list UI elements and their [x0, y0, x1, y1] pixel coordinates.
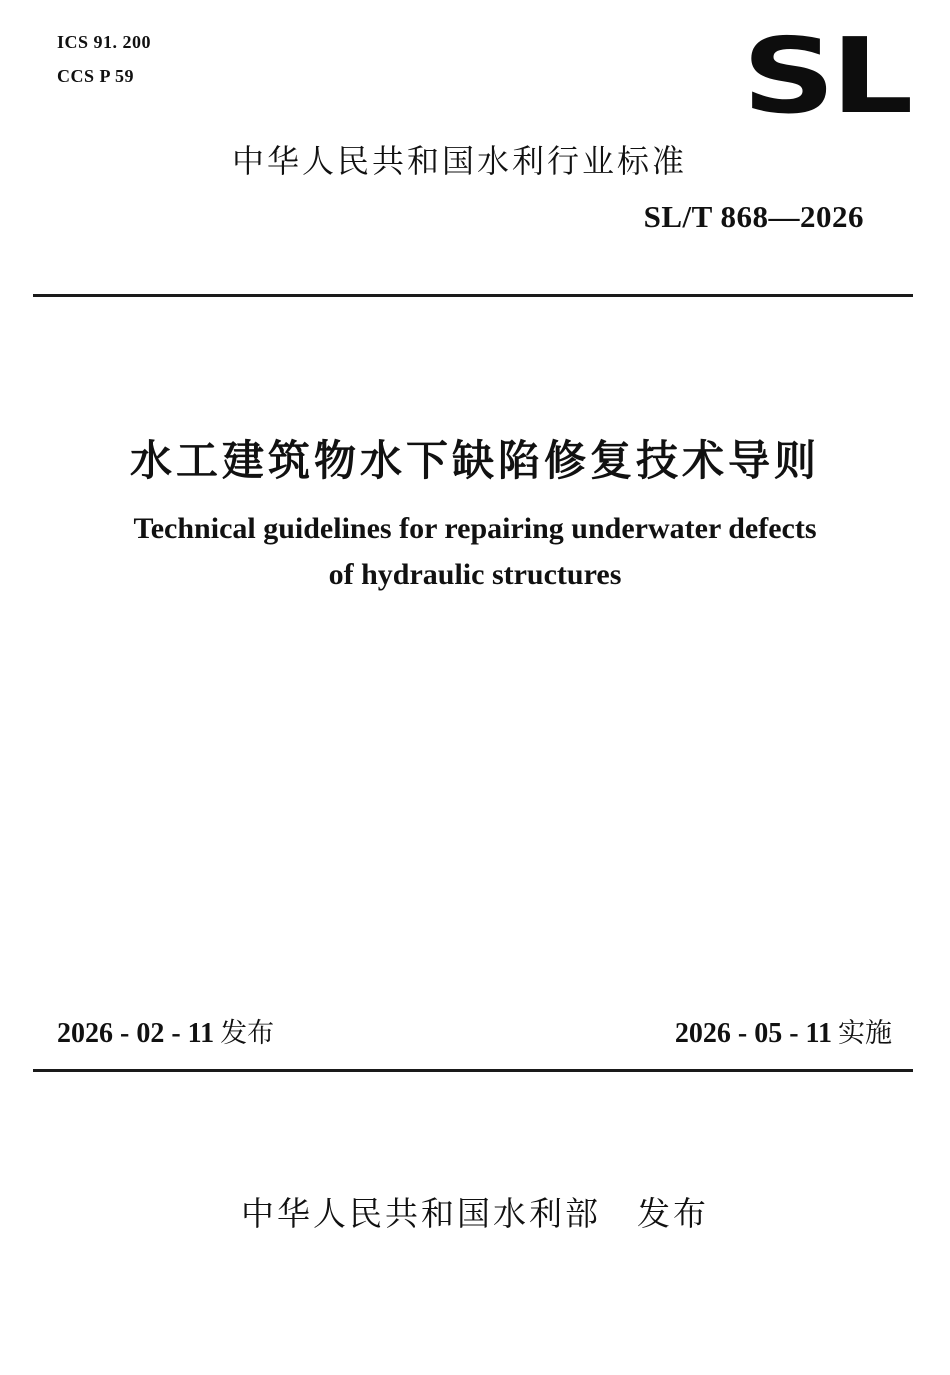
- ics-code: ICS 91. 200: [57, 32, 152, 52]
- ccs-code: CCS P 59: [57, 66, 135, 86]
- bottom-divider: [33, 1069, 913, 1072]
- title-english-line-2: of hydraulic structures: [328, 558, 622, 591]
- standard-number: SL/T 868—2026: [643, 199, 864, 234]
- implement-label: 实施: [838, 1018, 892, 1049]
- release-date: [57, 1011, 274, 1050]
- implement-date-value: 2026 - 05 - 11: [674, 1018, 832, 1049]
- publisher-name: 中华人民共和国水利部: [241, 1194, 601, 1233]
- title-english-line-1: Technical guidelines for repairing underwater defects: [133, 512, 817, 545]
- release-label: 发布: [220, 1018, 275, 1049]
- implement-date: [675, 1011, 892, 1050]
- top-divider: [33, 294, 913, 297]
- publisher-action: 发布: [637, 1194, 709, 1233]
- standard-category: 中华人民共和国水利行业标准: [232, 142, 688, 180]
- publisher: [0, 1188, 950, 1235]
- release-date-value: 2026 - 02 - 11: [57, 1018, 215, 1049]
- title-chinese: 水工建筑物水下缺陷修复技术导则: [129, 436, 820, 485]
- sl-logo: SL: [742, 15, 909, 137]
